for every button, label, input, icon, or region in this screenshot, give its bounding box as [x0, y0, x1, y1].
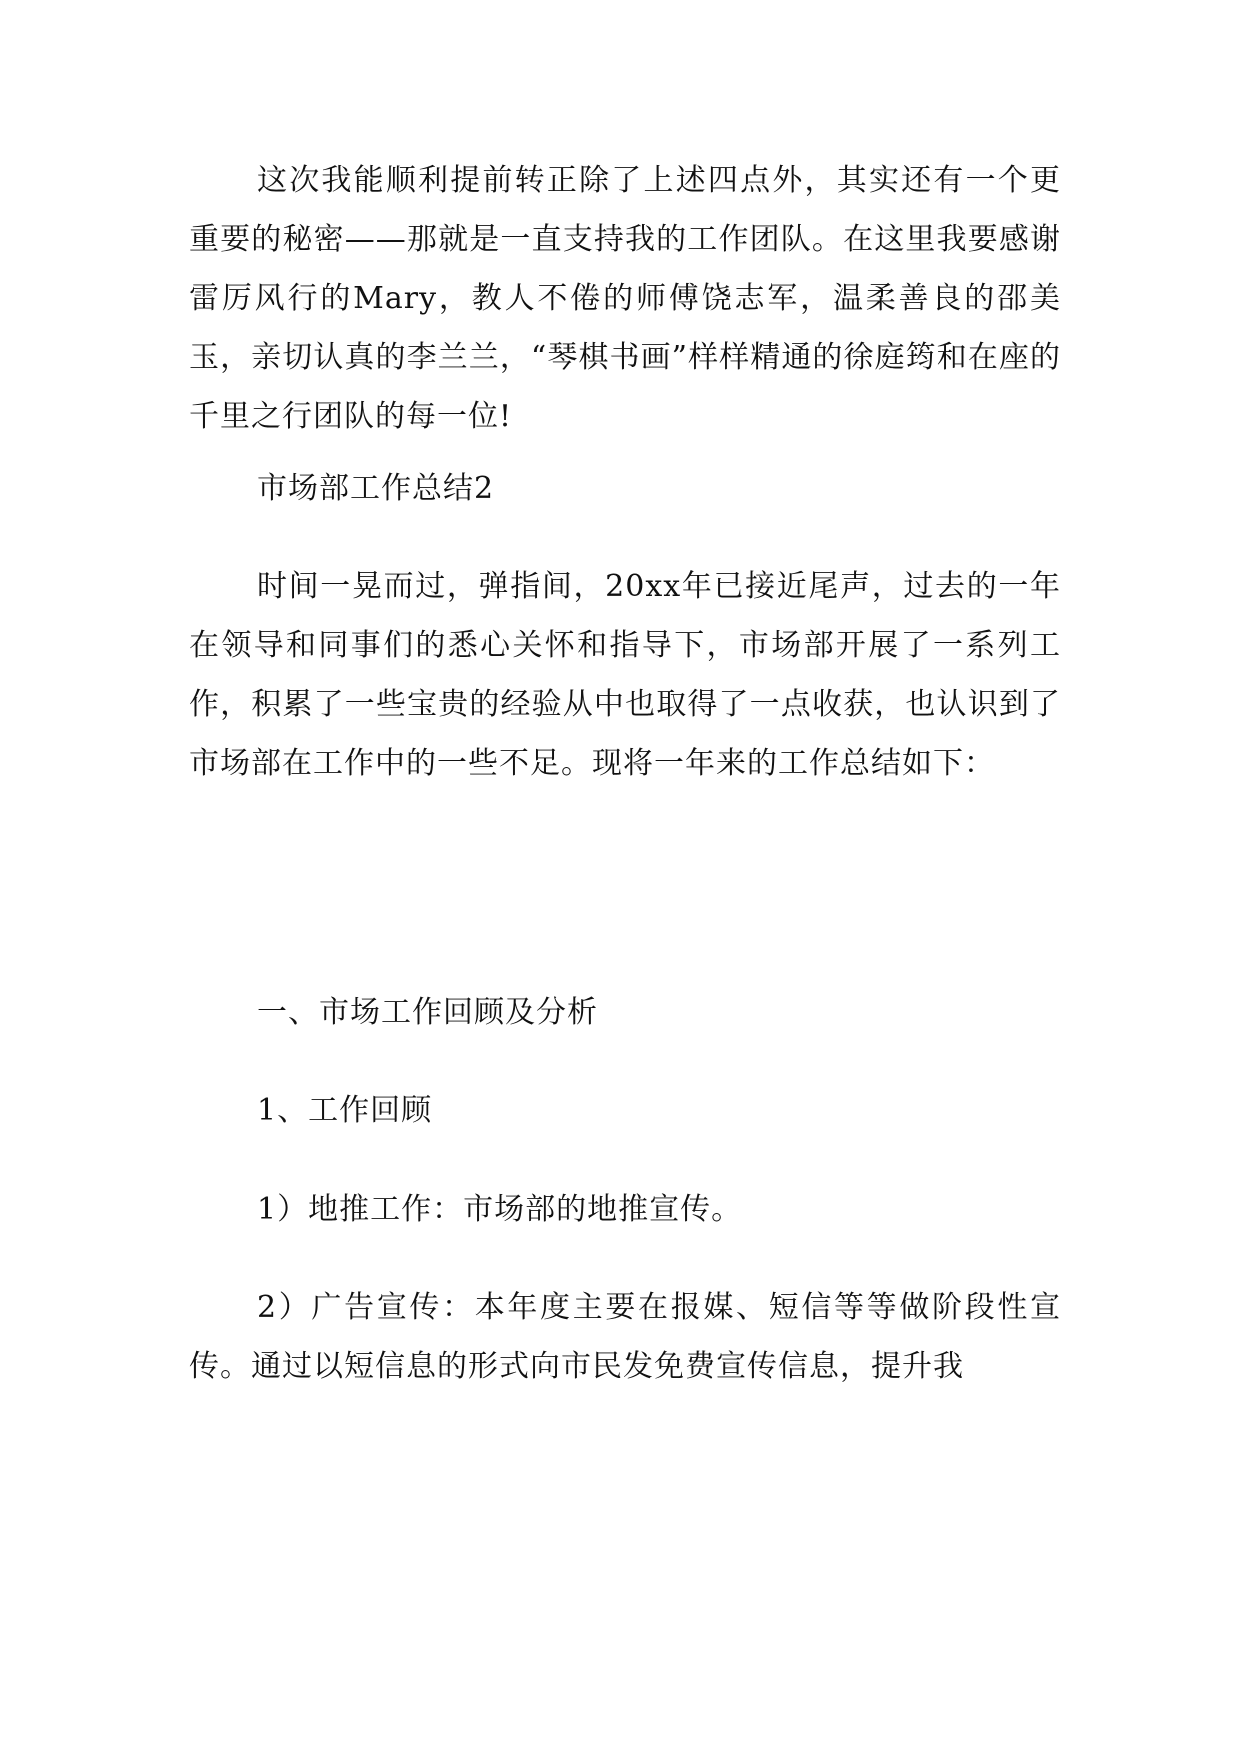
section-title-summary-2: 市场部工作总结2: [257, 471, 495, 506]
subheading-work-review: 1、工作回顾: [257, 1093, 433, 1128]
paragraph-year-overview: 时间一晃而过，弹指间，20xx年已接近尾声，过去的一年在领导和同事们的悉心关怀和指导下，市场部开展了一系列工作，积累了一些宝贵的经验从中也取得了一点收获，也认识到了市场部在工作中的一些不足。现将一年来的工作总结如下：: [189, 569, 1061, 781]
item-ground-promotion: 1）地推工作：市场部的地推宣传。: [257, 1192, 743, 1227]
heading-market-review: 一、市场工作回顾及分析: [257, 995, 598, 1030]
paragraph-team-thanks: 这次我能顺利提前转正除了上述四点外，其实还有一个更重要的秘密——那就是一直支持我的工作团队。在这里我要感谢雷厉风行的Mary，教人不倦的师傅饶志军，温柔善良的邵美玉，亲切认真的李兰兰，“琴棋书画”样样精通的徐庭筠和在座的千里之行团队的每一位!: [189, 163, 1061, 434]
item-advertising: 2）广告宣传：本年度主要在报媒、短信等等做阶段性宣传。通过以短信息的形式向市民发免费宣传信息，提升我: [189, 1290, 1061, 1384]
